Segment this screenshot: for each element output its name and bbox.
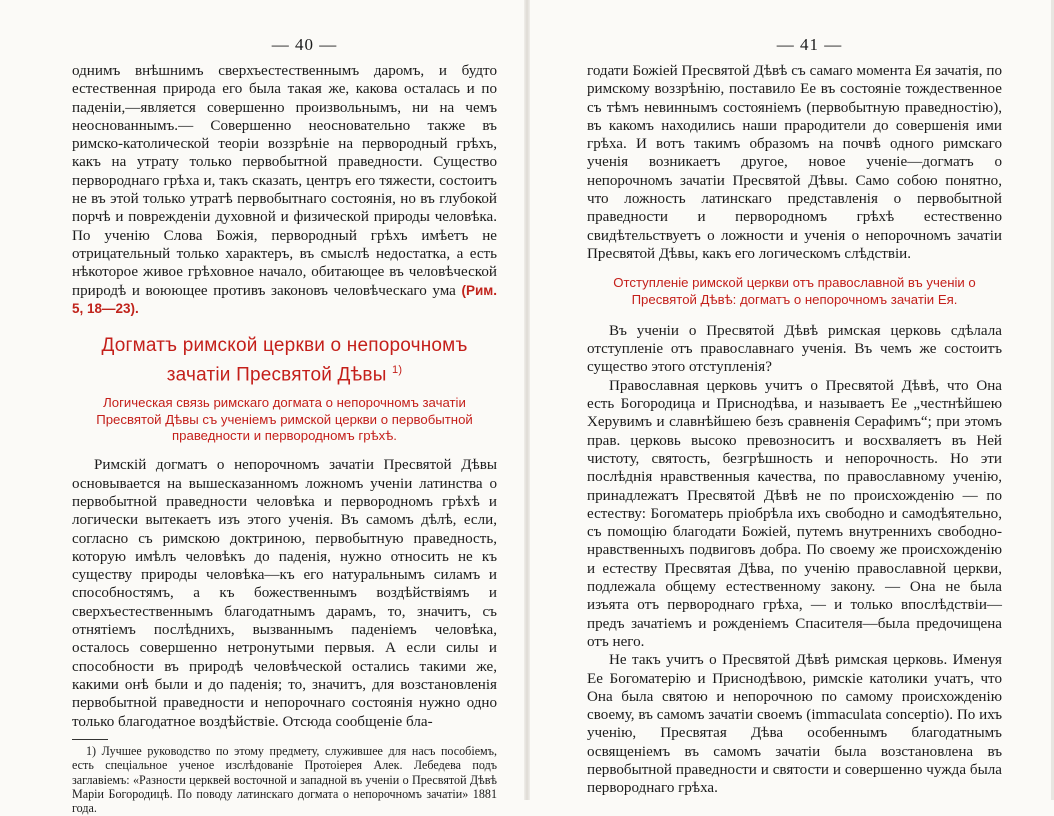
- right-page: [527, 0, 1054, 800]
- right-paragraph-3: Православная церковь учитъ о Пресвятой Дѣвѣ, что Она есть Богородица и Приснодѣва, и называетъ Ее „честнѣйшею Херувимъ и славнѣйшею безъ сравненія Серафимъ“; при этомъ прав. церковь высоко превозноситъ и восхваляетъ въ Ней чистоту, святость, безгрѣшность и непорочность. Но эти послѣднія нравственныя качества, по православному ученію, принадлежатъ Пресвятой Дѣвѣ не по происхожденію — по естеству: Богоматерь пріобрѣла ихъ свободно и самодѣятельно, съ помощію благодати Божіей, путемъ внутреннихъ свободно-нравственныхъ подвиговъ добра. По своему же происхожденію и естеству Пресвятая Дѣва, по ученію православной церкви, подлежала общему естественному закону. — Она не была изъята отъ первороднаго грѣха, — и только впослѣдствіи—предъ зачатіемъ и рожденіемъ Спасителя—была предочищена отъ него.: [587, 377, 1002, 650]
- right-subheading: Отступленіе римской церкви отъ православной въ ученіи о Пресвятой Дѣвѣ: догматъ о непорочномъ зачатіи Ея.: [613, 275, 976, 307]
- footnote-divider: [72, 739, 108, 740]
- section-heading: [72, 334, 497, 387]
- right-paragraph-1: годати Божіей Пресвятой Дѣвѣ съ самаго момента Ея зачатія, по римскому воззрѣнію, поставило Ее въ состояніе тождественное съ тѣмъ невиннымъ состояніемъ (первобытную праведностію), въ какомъ находились наши прародители до совершенія ими грѣха. И вотъ такимъ образомъ на почвѣ одного римскаго ученія возникаетъ другое, новое ученіе—догматъ о непорочномъ зачатіи Пресвятой Дѣвы. Само собою понятно, что ложность латинскаго представленія о первобытной праведности и первородномъ грѣхѣ естественно свидѣтельствуетъ о ложности и ученія о непорочномъ зачатіи Пресвятой Дѣвы, какъ его логическомъ слѣдствіи.: [587, 63, 1002, 262]
- book-gutter: [524, 0, 530, 800]
- section-subheading: Логическая связь римскаго догмата о непорочномъ зачатіи Пресвятой Дѣвы съ ученіемъ римской церкви о первобытной праведности и первородномъ грѣхѣ.: [96, 395, 473, 444]
- left-paragraph-1-text: однимъ внѣшнимъ сверхъестественнымъ даромъ, и будто естественная природа его была такая же, какова осталась и по паденіи,—является совершенно произвольнымъ, ни на чемъ неоснованнымъ.— Совершенно неосновательно также въ римско-католической теоріи воззрѣніе на первородный грѣхъ, какъ на утрату только первобытной праведности. Существо первороднаго грѣха и, такъ сказать, центръ его тяжести, состоитъ не въ этой только утратѣ первобытнаго состоянія, но въ глубокой порчѣ и поврежденіи духовной и физической природы человѣка. По ученію Слова Божія, первородный грѣхъ имѣетъ не отрицательный только характеръ, въ смыслѣ недостатка, а есть нѣкоторое живое грѣховное начало, обитающее въ человѣческой природѣ и воюющее противъ законовъ человѣческаго ума: [72, 63, 497, 299]
- scripture-reference: (Рим. 5, 18—23).: [72, 282, 497, 316]
- right-page-number: — 41 —: [776, 35, 843, 54]
- left-paragraph-2: Римскій догматъ о непорочномъ зачатіи Пресвятой Дѣвы основывается на вышесказанномъ ложномъ ученіи латинства о первобытной праведности человѣка и первородномъ грѣхѣ и логически вытекаетъ изъ этого ученія. Въ самомъ дѣлѣ, если, согласно съ римскою доктриною, первобытную праведность, которую имѣлъ человѣкъ до паденія, нужно относить не къ существу природы человѣка—къ его натуральнымъ силамъ и способностямъ, а къ божественнымъ воздѣйствіямъ и сверхъестественнымъ благодатнымъ дарамъ, то, значитъ, съ отнятіемъ послѣднихъ, вызваннымъ паденіемъ человѣка, осталось совершенно нетронутыми первыя. А если силы и способности въ природѣ человѣческой остались такими же, какими онѣ были и до паденія; то, значитъ, для возстановленія первобытной праведности и непорочнаго состоянія нужно одно только благодатное воздѣйствіе. Отсюда сообщеніе бла-: [72, 457, 497, 730]
- left-page-number: — 40 —: [271, 35, 338, 54]
- right-paragraph-4: Не такъ учитъ о Пресвятой Дѣвѣ римская церковь. Именуя Ее Богоматерію и Приснодѣвою, римскіе католики учатъ, что Она была святою и непорочною по самому происхожденію своему, въ самомъ зачатіи своемъ (immaculata conceptio). По ихъ ученію, Пресвятая Дѣва особеннымъ благодатнымъ освященіемъ въ самомъ зачатіи была возстановлена въ первобытной праведности и святости и совершенно чужда была первороднаго грѣха.: [587, 652, 1002, 797]
- section-heading-text: Догматъ римской церкви о непорочномъ зачатіи Пресвятой Дѣвы: [101, 335, 468, 386]
- footnote: 1) Лучшее руководство по этому предмету, служившее для насъ пособіемъ, есть спеціальное ученое изслѣдованіе Протоіерея Алек. Лебедева подъ заглавіемъ: «Разности церквей восточной и западной въ ученіи о Пресвятой Дѣвѣ Маріи Богородицѣ. По поводу латинскаго догмата о непорочномъ зачатіи» 1881 года.: [72, 743, 497, 816]
- footnote-marker: 1): [392, 364, 403, 377]
- right-paragraph-2: Въ ученіи о Пресвятой Дѣвѣ римская церковь сдѣлала отступленіе отъ православнаго ученія. Въ чемъ же состоитъ существо этого отступленія?: [587, 322, 1002, 376]
- left-paragraph-1: [72, 62, 497, 318]
